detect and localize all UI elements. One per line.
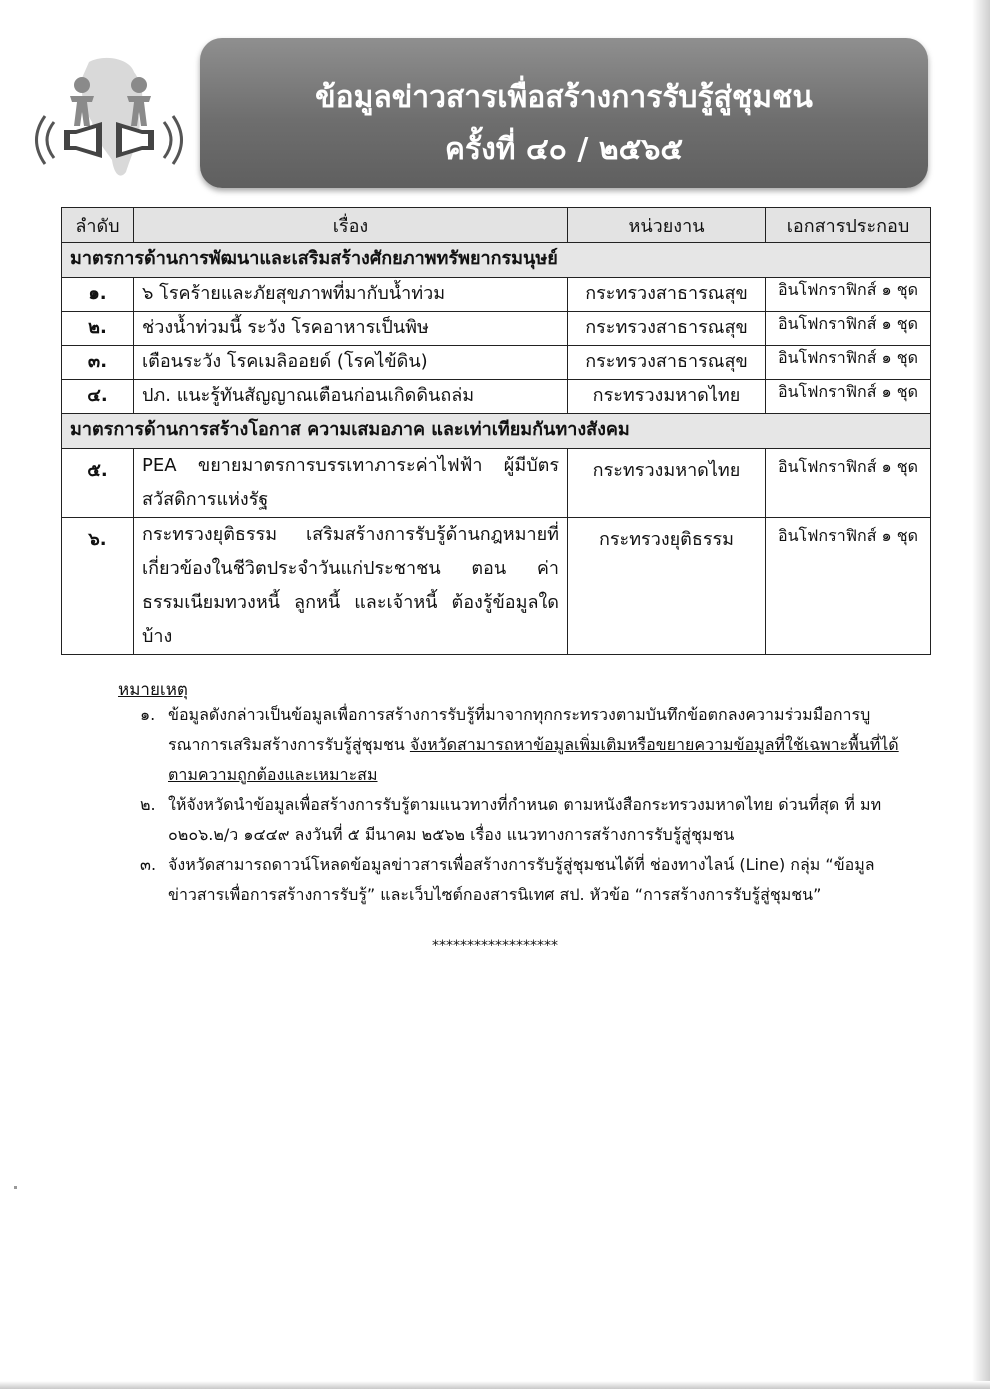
row-title: ช่วงน้ำท่วมนี้ ระวัง โรคอาหารเป็นพิษ [134,312,568,346]
row-no: ๕. [62,449,134,518]
row-department: กระทรวงมหาดไทย [568,380,766,414]
topics-table [61,207,931,655]
row-documents: อินโฟกราฟิกส์ ๑ ชุด [766,518,931,655]
header-no: ลำดับ [62,208,134,243]
row-no: ๒. [62,312,134,346]
row-documents: อินโฟกราฟิกส์ ๑ ชุด [766,449,931,518]
note-body [168,700,900,790]
note-number: ๓. [140,855,157,874]
row-department: กระทรวงสาธารณสุข [568,312,766,346]
row-department: กระทรวงสาธารณสุข [568,278,766,312]
banner-title: ข้อมูลข่าวสารเพื่อสร้างการรับรู้สู่ชุมชน [315,80,813,115]
table-row [62,518,931,655]
title-banner [200,38,928,188]
row-documents: อินโฟกราฟิกส์ ๑ ชุด [766,278,931,312]
table-header-row [62,208,931,243]
section-row-social-equality [62,414,931,449]
note-3 [140,850,900,910]
header-title: เรื่อง [134,208,568,243]
note-2 [140,790,900,850]
note-underlined-text: จังหวัดสามารถหาข้อมูลเพิ่มเติมหรือขยายความข้อมูลที่ใช้เฉพาะพื้นที่ได้ตามความถูกต้องและเหมาะสม [168,735,899,784]
header-documents: เอกสารประกอบ [766,208,931,243]
row-documents: อินโฟกราฟิกส์ ๑ ชุด [766,346,931,380]
row-documents: อินโฟกราฟิกส์ ๑ ชุด [766,312,931,346]
section-label: มาตรการด้านการสร้างโอกาส ความเสมอภาค และเท่าเทียมกันทางสังคม [62,414,931,449]
note-1 [140,700,900,790]
scan-speck [14,1186,17,1189]
row-no: ๓. [62,346,134,380]
section-label: มาตรการด้านการพัฒนาและเสริมสร้างศักยภาพทรัพยากรมนุษย์ [62,243,931,278]
row-title: PEA ขยายมาตรการบรรเทาภาระค่าไฟฟ้า ผู้มีบัตรสวัสดิการแห่งรัฐ [134,449,568,518]
page-bottom-shadow [0,1381,990,1389]
note-text: จังหวัดสามารถดาวน์โหลดข้อมูลข่าวสารเพื่อสร้างการรับรู้สู่ชุมชนได้ที่ ช่องทางไลน์ (Line) กลุ่ม “ข้อมูลข่าวสารเพื่อการสร้างการรับรู้” และเว็บไซต์กองสารนิเทศ สป. หัวข้อ “การสร้างการรับรู้สู่ชุมชน” [168,855,875,904]
row-title: ปภ. แนะรู้ทันสัญญาณเตือนก่อนเกิดดินถล่ม [134,380,568,414]
section-row-human-resources [62,243,931,278]
banner-issue-number: ครั้งที่ ๔๐ / ๒๕๖๕ [444,132,684,167]
row-department: กระทรวงยุติธรรม [568,518,766,655]
table-row [62,346,931,380]
row-title: กระทรวงยุติธรรม เสริมสร้างการรับรู้ด้านกฎหมายที่เกี่ยวข้องในชีวิตประจำวันแก่ประชาชน ตอน ค่าธรรมเนียมทวงหนี้ ลูกหนี้ และเจ้าหนี้ ต้องรู้ข้อมูลใดบ้าง [134,518,568,655]
notes-heading: หมายเหตุ [118,680,188,700]
row-no: ๖. [62,518,134,655]
community-megaphone-logo [34,52,184,192]
end-separator: ****************** [432,938,558,954]
page-edge-shadow [972,0,990,1389]
note-text: ให้จังหวัดนำข้อมูลเพื่อสร้างการรับรู้ตามแนวทางที่กำหนด ตามหนังสือกระทรวงมหาดไทย ด่วนที่สุด ที่ มท ๐๒๐๖.๒/ว ๑๔๔๙ ลงวันที่ ๕ มีนาคม ๒๕๖๒ เรื่อง แนวทางการสร้างการรับรู้สู่ชุมชน [168,795,882,844]
row-title: ๖ โรคร้ายและภัยสุขภาพที่มากับน้ำท่วม [134,278,568,312]
table-row [62,278,931,312]
row-no: ๑. [62,278,134,312]
table-row [62,312,931,346]
header-department: หน่วยงาน [568,208,766,243]
row-department: กระทรวงมหาดไทย [568,449,766,518]
table-row [62,449,931,518]
row-title: เตือนระวัง โรคเมลิออยด์ (โรคไข้ดิน) [134,346,568,380]
note-number: ๒. [140,795,156,814]
row-department: กระทรวงสาธารณสุข [568,346,766,380]
note-text: ข้อมูลดังกล่าวเป็นข้อมูลเพื่อการสร้างการรับรู้ที่มาจากทุกกระทรวงตามบันทึกข้อตกลงความร่วมมือการบูรณาการเสริมสร้างการรับรู้สู่ชุมชน [168,705,871,754]
table-row [62,380,931,414]
row-no: ๔. [62,380,134,414]
row-documents: อินโฟกราฟิกส์ ๑ ชุด [766,380,931,414]
note-number: ๑. [140,705,156,724]
